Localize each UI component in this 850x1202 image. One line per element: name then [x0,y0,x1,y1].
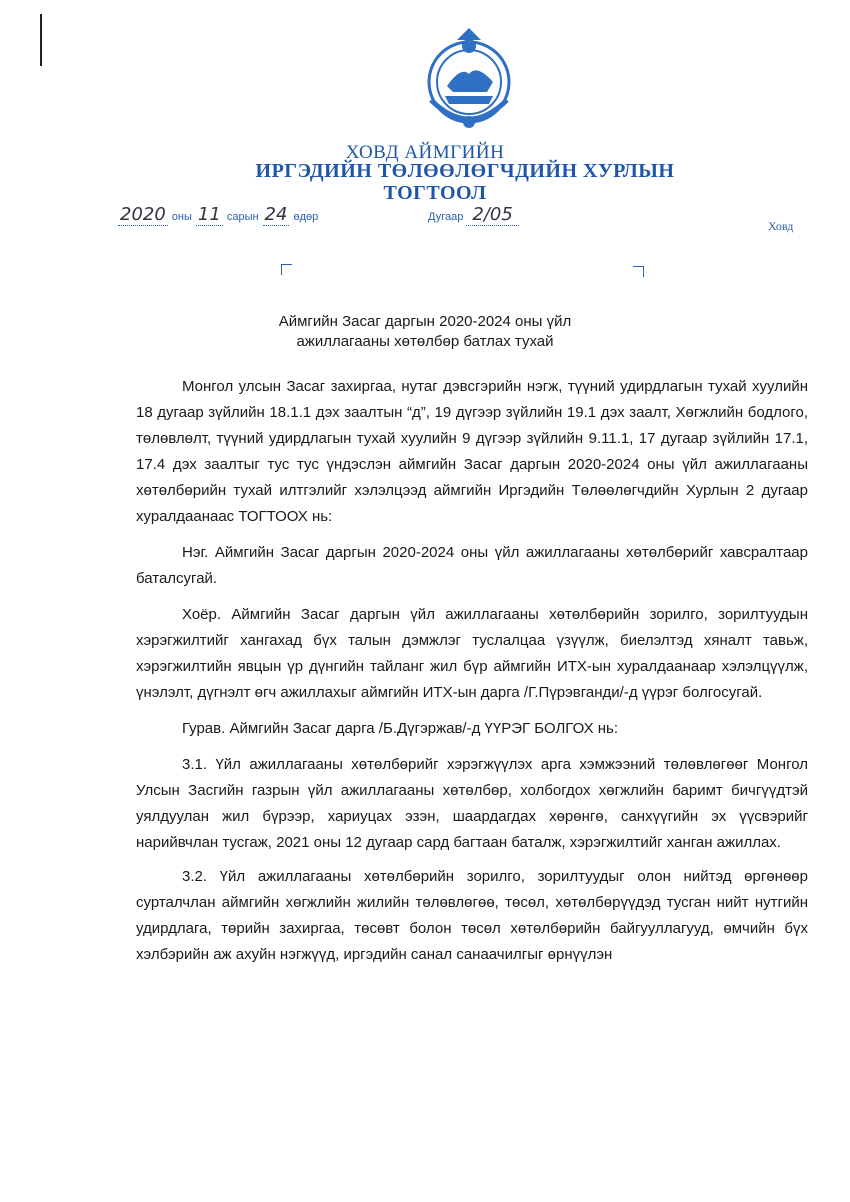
clause-two-paragraph: Хоёр. Аймгийн Засаг даргын үйл ажиллагааны хөтөлбөрийн зорилго, зорилтуудын хэрэгжилтийг хангахад бүх талын дэмжлэг туслалцаа үзүүлж, биелэлтэд хяналт тавьж, хэрэгжилтийн явцын үр дүнгийн тайланг жил бүр аймгийн ИТХ-ын хуралдаанаар хэлэлцүүлж, үнэлэлт, дүгнэлт өгч ажиллахыг аймгийн ИТХ-ын дарга /Г.Пүрэвганди/-д үүрэг болгосугай. [136,606,808,701]
header-council: ИРГЭДИЙН ТӨЛӨӨЛӨГЧДИЙН ХУРЛЫН [255,160,675,182]
clause-one-paragraph: Нэг. Аймгийн Засаг даргын 2020-2024 оны үйл ажиллагааны хөтөлбөрийг хавсралтаар баталсугай. [136,544,808,587]
date-line [118,204,322,232]
document-body [136,374,808,978]
header-province: ХОВД АЙМГИЙН [345,142,505,163]
date-year-label: оны [171,211,192,223]
number-value: 2/05 [466,204,518,226]
margin-mark [40,14,42,66]
title-line-2: ажиллагааны хөтөлбөр батлах тухай [296,333,554,350]
date-month: 11 [197,204,221,225]
number-line [428,204,519,225]
title-bracket-left [281,264,292,275]
clause-three-paragraph: Гурав. Аймгийн Засаг дарга /Б.Дүгэржав/-д ҮҮРЭГ БОЛГОХ нь: [182,720,619,737]
document-title [0,312,850,352]
place-name: Ховд [768,219,794,233]
state-emblem [417,26,521,134]
date-year: 2020 [120,204,166,225]
title-bracket-right [633,266,644,277]
date-month-label: сарын [226,211,259,223]
header-resolution: ТОГТООЛ [383,182,487,204]
clause-3-1-paragraph: 3.1. Үйл ажиллагааны хөтөлбөрийг хэрэгжүүлэх арга хэмжээний төлөвлөгөөг Монгол Улсын Засгийн газрын үйл ажиллагааны хөтөлбөр, холбогдох хөгжлийн баримт бичгүүдтэй уялдуулан жил бүрээр, хариуцах эзэн, шаардагдах хөрөнгө, санхүүгийн эх үүсвэрийг нарийвчлан тусгаж, 2021 оны 12 дугаар сард багтаан баталж, хэрэгжилтийг ханган ажиллах. [136,756,808,851]
title-line-1: Аймгийн Засаг даргын 2020-2024 оны үйл [278,313,572,330]
clause-3-2-paragraph: 3.2. Үйл ажиллагааны хөтөлбөрийн зорилго, зорилтуудыг олон нийтэд өргөнөөр сурталчлан аймгийн хөгжлийн жилийн төлөвлөгөө, төсөл, хөтөлбөрүүдэд тусган нийт нутгийн удирдлага, төрийн захиргаа, төсөвт болон төсөл хөтөлбөрийн байгууллагууд, өмчийн бүх хэлбэрийн аж ахуйн нэгжүүд, иргэдийн санал санаачилгыг өрнүүлэн [136,868,808,963]
preamble-paragraph: Монгол улсын Засаг захиргаа, нутаг дэвсгэрийн нэгж, түүний удирдлагын тухай хуулийн 18 дугаар зүйлийн 18.1.1 дэх заалтын “д”, 19 дүгээр зүйлийн 19.1 дэх заалт, Хөгжлийн бодлого, төлөвлөлт, түүний удирдлагын тухай хуулийн 9 дүгээр зүйлийн 9.11.1, 17 дугаар зүйлийн 17.1, 17.4 дэх заалтыг тус тус үндэслэн аймгийн Засаг даргын 2020-2024 оны үйл ажиллагааны хөтөлбөрийн тухай илтгэлийг хэлэлцээд аймгийн Иргэдийн Төлөөлөгчдийн Хурлын 2 дугаар хуралдаанаас ТОГТООХ нь: [136,378,808,525]
number-label: Дугаар [428,211,464,223]
date-day: 24 [264,204,288,225]
date-day-label: өдөр [293,211,319,223]
